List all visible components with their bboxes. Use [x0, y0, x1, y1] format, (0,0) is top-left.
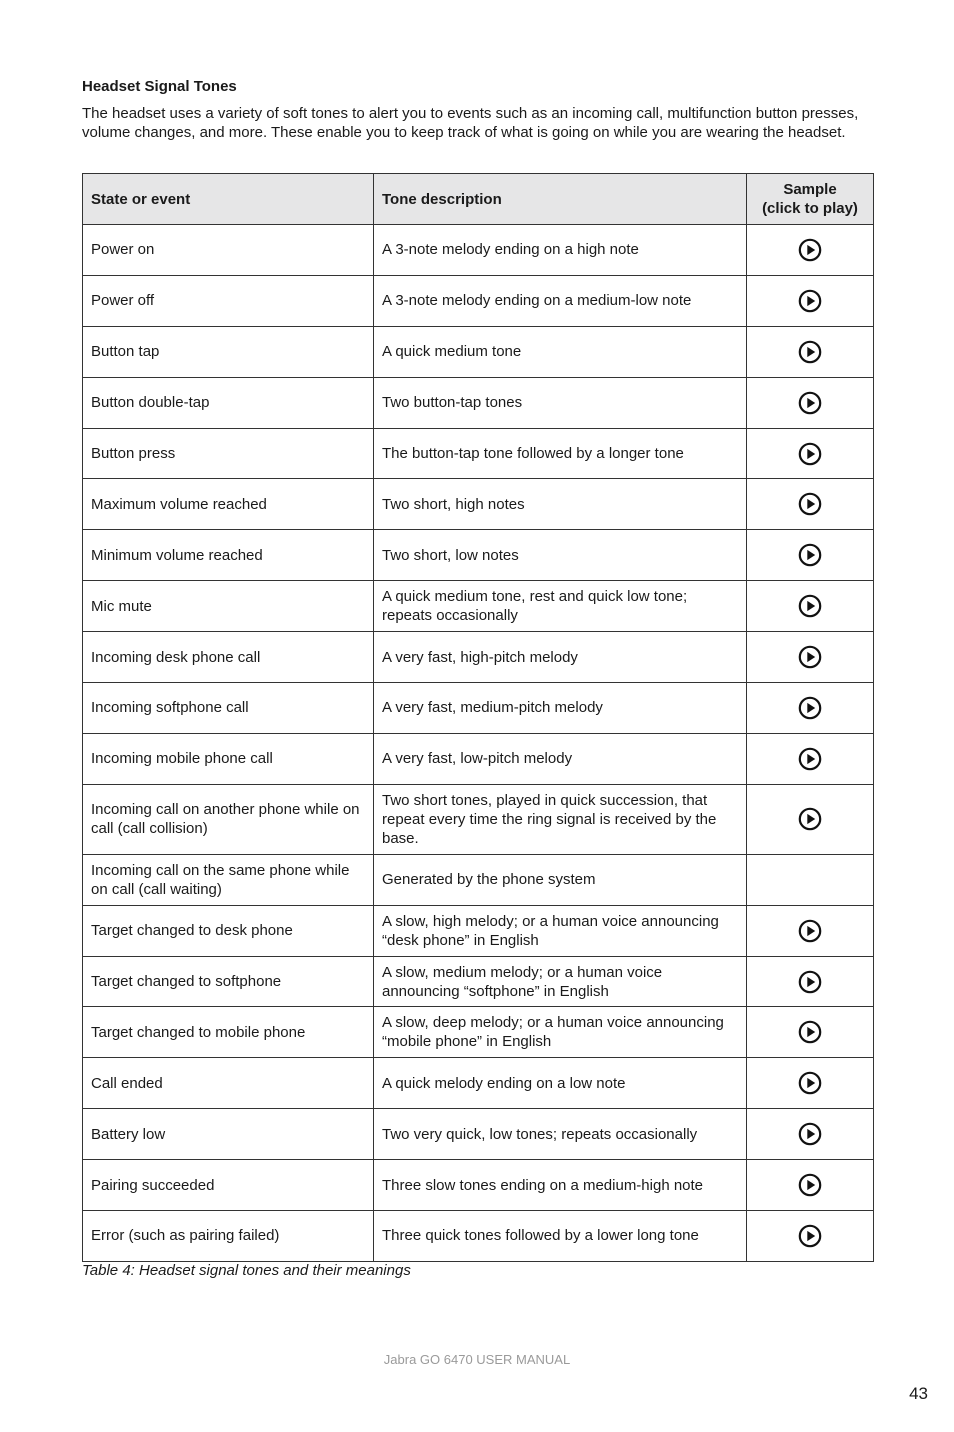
cell-sample — [747, 1058, 874, 1109]
table-row — [83, 784, 874, 854]
cell-state: Pairing succeeded — [83, 1160, 374, 1211]
cell-sample — [747, 581, 874, 632]
section-heading: Headset Signal Tones — [82, 78, 237, 95]
header-sample — [747, 174, 874, 225]
table-row — [83, 683, 874, 734]
cell-state: Incoming softphone call — [83, 683, 374, 734]
play-icon[interactable] — [798, 340, 822, 364]
cell-sample — [747, 428, 874, 479]
table-row — [83, 632, 874, 683]
cell-state: Target changed to softphone — [83, 956, 374, 1007]
footer-manual-title: Jabra GO 6470 USER MANUAL — [383, 1352, 571, 1367]
play-icon[interactable] — [798, 1071, 822, 1095]
play-icon[interactable] — [798, 442, 822, 466]
page-number: 43 — [909, 1384, 928, 1403]
cell-description: A slow, high melody; or a human voice announcing “desk phone” in English — [374, 905, 747, 956]
table-body — [83, 225, 874, 1262]
play-icon[interactable] — [798, 543, 822, 567]
table-header-row — [83, 174, 874, 225]
cell-description: A 3-note melody ending on a medium-low note — [374, 275, 747, 326]
cell-description: Three slow tones ending on a medium-high note — [374, 1160, 747, 1211]
cell-state: Target changed to mobile phone — [83, 1007, 374, 1058]
header-sample-line2: (click to play) — [762, 200, 858, 217]
table-caption: Table 4: Headset signal tones and their meanings — [82, 1262, 411, 1279]
cell-description: Two very quick, low tones; repeats occasionally — [374, 1109, 747, 1160]
cell-sample — [747, 632, 874, 683]
play-icon[interactable] — [798, 696, 822, 720]
table-row — [83, 905, 874, 956]
play-icon[interactable] — [798, 289, 822, 313]
table-row — [83, 275, 874, 326]
cell-sample — [747, 225, 874, 276]
cell-state: Error (such as pairing failed) — [83, 1211, 374, 1262]
cell-sample — [747, 275, 874, 326]
cell-description: A slow, medium melody; or a human voice announcing “softphone” in English — [374, 956, 747, 1007]
cell-state: Power off — [83, 275, 374, 326]
cell-state: Button press — [83, 428, 374, 479]
cell-sample — [747, 1160, 874, 1211]
cell-state: Button tap — [83, 326, 374, 377]
table-row — [83, 733, 874, 784]
play-icon[interactable] — [798, 1173, 822, 1197]
cell-state: Incoming call on the same phone while on call (call waiting) — [83, 854, 374, 905]
play-icon[interactable] — [798, 492, 822, 516]
cell-description: Two short, low notes — [374, 530, 747, 581]
cell-state: Incoming desk phone call — [83, 632, 374, 683]
cell-sample — [747, 530, 874, 581]
signal-tones-table — [82, 173, 874, 1262]
table-row — [83, 854, 874, 905]
table-row — [83, 956, 874, 1007]
play-icon[interactable] — [798, 747, 822, 771]
cell-description: A very fast, high-pitch melody — [374, 632, 747, 683]
header-state: State or event — [83, 174, 374, 225]
play-icon[interactable] — [798, 594, 822, 618]
cell-description: Generated by the phone system — [374, 854, 747, 905]
table-row — [83, 1211, 874, 1262]
cell-state: Target changed to desk phone — [83, 905, 374, 956]
cell-state: Power on — [83, 225, 374, 276]
play-icon[interactable] — [798, 1122, 822, 1146]
cell-sample — [747, 1211, 874, 1262]
cell-state: Incoming mobile phone call — [83, 733, 374, 784]
table-row — [83, 1007, 874, 1058]
header-sample-line1: Sample — [783, 181, 837, 198]
cell-description: The button-tap tone followed by a longer tone — [374, 428, 747, 479]
play-icon[interactable] — [798, 1020, 822, 1044]
cell-state: Button double-tap — [83, 377, 374, 428]
cell-state: Incoming call on another phone while on call (call collision) — [83, 784, 374, 854]
table-row — [83, 1109, 874, 1160]
cell-sample — [747, 377, 874, 428]
cell-description: Two short, high notes — [374, 479, 747, 530]
table-row — [83, 326, 874, 377]
cell-sample — [747, 683, 874, 734]
cell-sample — [747, 733, 874, 784]
cell-state: Minimum volume reached — [83, 530, 374, 581]
cell-state: Call ended — [83, 1058, 374, 1109]
cell-sample — [747, 854, 874, 905]
cell-sample — [747, 905, 874, 956]
cell-description: Two button-tap tones — [374, 377, 747, 428]
cell-description: A quick medium tone — [374, 326, 747, 377]
table-row — [83, 581, 874, 632]
play-icon[interactable] — [798, 807, 822, 831]
cell-state: Maximum volume reached — [83, 479, 374, 530]
cell-description: A very fast, low-pitch melody — [374, 733, 747, 784]
cell-sample — [747, 326, 874, 377]
table-row — [83, 530, 874, 581]
cell-description: A quick medium tone, rest and quick low tone; repeats occasionally — [374, 581, 747, 632]
cell-state: Mic mute — [83, 581, 374, 632]
table-row — [83, 1058, 874, 1109]
table-row — [83, 428, 874, 479]
section-intro: The headset uses a variety of soft tones to alert you to events such as an incoming call, multifunction button presses, volume changes, and more. These enable you to keep track of what is going on while you are wearing the headset. — [82, 105, 859, 141]
play-icon[interactable] — [798, 645, 822, 669]
cell-description: Two short tones, played in quick succession, that repeat every time the ring signal is received by the base. — [374, 784, 747, 854]
table-row — [83, 479, 874, 530]
table-row — [83, 225, 874, 276]
cell-description: A quick melody ending on a low note — [374, 1058, 747, 1109]
header-description: Tone description — [374, 174, 747, 225]
cell-description: Three quick tones followed by a lower long tone — [374, 1211, 747, 1262]
cell-sample — [747, 1109, 874, 1160]
cell-sample — [747, 479, 874, 530]
play-icon[interactable] — [798, 391, 822, 415]
cell-sample — [747, 1007, 874, 1058]
table-row — [83, 377, 874, 428]
cell-sample — [747, 956, 874, 1007]
cell-description: A 3-note melody ending on a high note — [374, 225, 747, 276]
cell-description: A slow, deep melody; or a human voice announcing “mobile phone” in English — [374, 1007, 747, 1058]
play-icon[interactable] — [798, 238, 822, 262]
play-icon[interactable] — [798, 919, 822, 943]
play-icon[interactable] — [798, 1224, 822, 1248]
table-row — [83, 1160, 874, 1211]
cell-description: A very fast, medium-pitch melody — [374, 683, 747, 734]
play-icon[interactable] — [798, 970, 822, 994]
cell-sample — [747, 784, 874, 854]
cell-state: Battery low — [83, 1109, 374, 1160]
